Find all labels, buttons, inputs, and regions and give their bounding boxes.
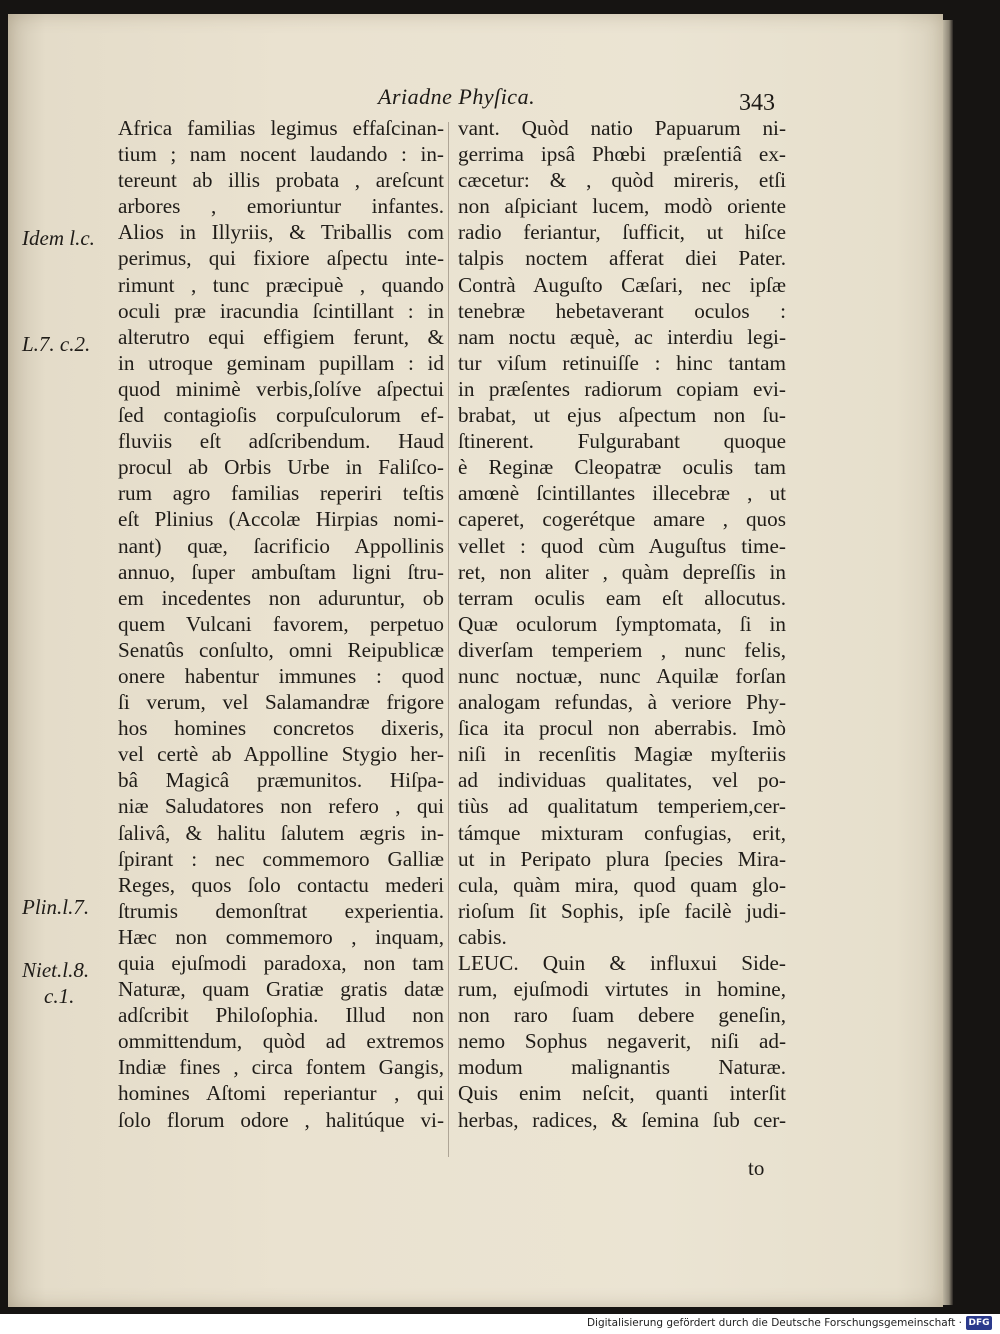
- text-line: caperet, cogerétque amare , quos: [458, 507, 786, 532]
- page-number: 343: [739, 90, 775, 116]
- text-line: eſt Plinius (Accolæ Hirpias nomi-: [118, 507, 444, 532]
- text-line: rum agro familias reperiri teſtis: [118, 481, 444, 506]
- text-line: ad individuas qualitates, vel po-: [458, 768, 786, 793]
- text-line: in præſentes radiorum copiam evi-: [458, 376, 786, 401]
- text-line: procul ab Orbis Urbe in Faliſco-: [118, 455, 444, 480]
- page-edge: [943, 20, 953, 1305]
- text-line: Quis enim neſcit, quanti interſit: [458, 1081, 786, 1106]
- margin-note-idem: Idem l.c.: [22, 226, 95, 250]
- text-line: tenebræ hebetaverant oculos :: [458, 298, 786, 323]
- text-line: Hæc non commemoro , inquam,: [118, 924, 444, 949]
- text-line: ſica ita procul non aberrabis. Imò: [458, 716, 786, 741]
- text-line: bâ Magicâ præmunitos. Hiſpa-: [118, 768, 444, 793]
- text-line: quod minimè verbis,ſolíve aſpectui: [118, 376, 444, 401]
- text-line: rum, ejuſmodi virtutes in homine,: [458, 977, 786, 1002]
- text-line: cabis.: [458, 924, 507, 949]
- text-line: adſcribit Philoſophia. Illud non: [118, 1003, 444, 1028]
- text-line: ſi verum, vel Salamandræ frigore: [118, 690, 444, 715]
- margin-note-niet: Niet.l.8.: [22, 958, 90, 982]
- text-line: vel certè ab Appolline Stygio her-: [118, 742, 444, 767]
- catchword: to: [748, 1156, 765, 1180]
- right-text-column: [458, 115, 786, 1133]
- text-line: ut in Peripato plura ſpecies Mira-: [458, 846, 786, 871]
- text-line: Africa familias legimus effaſcinan-: [118, 116, 444, 140]
- text-line: Quæ oculorum ſymptomata, ſi in: [458, 611, 786, 636]
- text-line: cula, quàm mira, quod quam glo-: [458, 872, 786, 897]
- text-line: LEUC. Quin & influxui Side-: [458, 951, 786, 975]
- text-line: analogam refundas, à veriore Phy-: [458, 690, 786, 715]
- text-line: non aſpiciant lucem, modò oriente: [458, 194, 786, 219]
- text-line: gerrima ipsâ Phœbi præſentiâ ex-: [458, 142, 786, 167]
- text-line: Naturæ, quam Gratiæ gratis datæ: [118, 977, 444, 1002]
- text-line: brabat, ut ejus aſpectum non ſu-: [458, 403, 786, 428]
- text-line: quia ejuſmodi paradoxa, non tam: [118, 951, 444, 975]
- text-line: tium ; nam nocent laudando : in-: [118, 142, 444, 167]
- text-line: amœnè ſcintillantes illecebræ , ut: [458, 481, 786, 506]
- text-line: talpis noctem afferat diei Pater.: [458, 246, 786, 271]
- text-line: rimunt , tunc præcipuè , quando: [118, 272, 444, 297]
- text-line: terram oculis eam eſt allocutus.: [458, 585, 786, 610]
- margin-note-l7c2: L.7. c.2.: [22, 332, 91, 356]
- margin-note-plin: Plin.l.7.: [22, 895, 90, 919]
- text-line: tereunt ab illis probata , areſcunt: [118, 168, 444, 193]
- text-line: ommittendum, quòd ad extremos: [118, 1029, 444, 1054]
- text-line: nant) quæ, ſacrificio Appollinis: [118, 533, 444, 558]
- text-line: homines Aſtomi reperiantur , qui: [118, 1081, 444, 1106]
- text-line: em incedentes non aduruntur, ob: [118, 585, 444, 610]
- text-line: hos homines concretos dixeris,: [118, 716, 444, 741]
- margin-note-c1: c.1.: [44, 984, 75, 1008]
- text-line: cæcetur: & , quòd mireris, etſi: [458, 168, 786, 193]
- text-line: Senatûs conſulto, omni Reipublicæ: [118, 637, 444, 662]
- dfg-logo: DFG: [966, 1316, 992, 1330]
- running-head: Ariadne Phyſica.: [378, 84, 536, 109]
- text-line: Reges, quos ſolo contactu mederi: [118, 872, 444, 897]
- text-line: alterutro equi effigiem ferunt, &: [118, 324, 444, 349]
- text-line: onere habentur immunes : quod: [118, 663, 444, 688]
- text-line: in utroque geminam pupillam : id: [118, 350, 444, 375]
- text-line: perimus, qui fixiore aſpectu inte-: [118, 246, 444, 271]
- text-line: ſalivâ, & halitu ſalutem ægris in-: [118, 820, 444, 845]
- text-line: vant. Quòd natio Papuarum ni-: [458, 116, 786, 140]
- text-line: Alios in Illyriis, & Triballis com: [118, 220, 444, 245]
- column-divider: [448, 122, 449, 1157]
- text-line: niæ Saludatores non refero , qui: [118, 794, 444, 819]
- text-line: herbas, radices, & ſemina ſub cer-: [458, 1107, 786, 1132]
- text-line: ret, non aliter , quàm depreſſis in: [458, 559, 786, 584]
- left-text-column: [118, 115, 444, 1133]
- text-line: rioſum ſit Sophis, ipſe facilè judi-: [458, 898, 786, 923]
- text-line: nemo Sophus negaverit, niſi ad-: [458, 1029, 786, 1054]
- text-line: modum malignantis Naturæ.: [458, 1055, 786, 1080]
- text-line: ſtinerent. Fulgurabant quoque: [458, 429, 786, 454]
- text-line: támque mixturam confugias, erit,: [458, 820, 786, 845]
- funding-credit: Digitalisierung gefördert durch die Deutsche Forschungsgemeinschaft ·: [586, 1317, 962, 1329]
- text-line: tiùs ad qualitatum temperiem,cer-: [458, 794, 786, 819]
- text-line: diverſam temperiem , nunc felis,: [458, 637, 786, 662]
- text-line: ſpirant : nec commemoro Galliæ: [118, 846, 444, 871]
- text-line: è Reginæ Cleopatræ oculis tam: [458, 455, 786, 480]
- text-line: Indiæ fines , circa fontem Gangis,: [118, 1055, 444, 1080]
- text-line: oculi præ iracundia ſcintillant : in: [118, 298, 444, 323]
- text-line: vellet : quod cùm Auguſtus time-: [458, 533, 786, 558]
- text-line: nunc noctuæ, nunc Aquilæ forſan: [458, 663, 786, 688]
- text-line: radio feriantur, ſufficit, ut hiſce: [458, 220, 786, 245]
- text-line: nam noctu æquè, ac interdiu legi-: [458, 324, 786, 349]
- text-line: tur viſum retinuiſſe : hinc tantam: [458, 350, 786, 375]
- text-line: ſolo florum odore , halitúque vi-: [118, 1107, 444, 1132]
- text-line: annuo, ſuper ambuſtam ligni ſtru-: [118, 559, 444, 584]
- text-line: quem Vulcani favorem, perpetuo: [118, 611, 444, 636]
- text-line: Contrà Auguſto Cæſari, nec ipſæ: [458, 272, 786, 297]
- text-line: fluviis eſt adſcribendum. Haud: [118, 429, 444, 454]
- text-line: ſtrumis demonſtrat experientia.: [118, 898, 444, 923]
- text-line: ſed contagioſis corpuſculorum ef-: [118, 403, 444, 428]
- text-line: arbores , emoriuntur infantes.: [118, 194, 444, 219]
- text-line: non raro ſuam debere geneſin,: [458, 1003, 786, 1028]
- text-line: niſi in recenſitis Magiæ myſteriis: [458, 742, 786, 767]
